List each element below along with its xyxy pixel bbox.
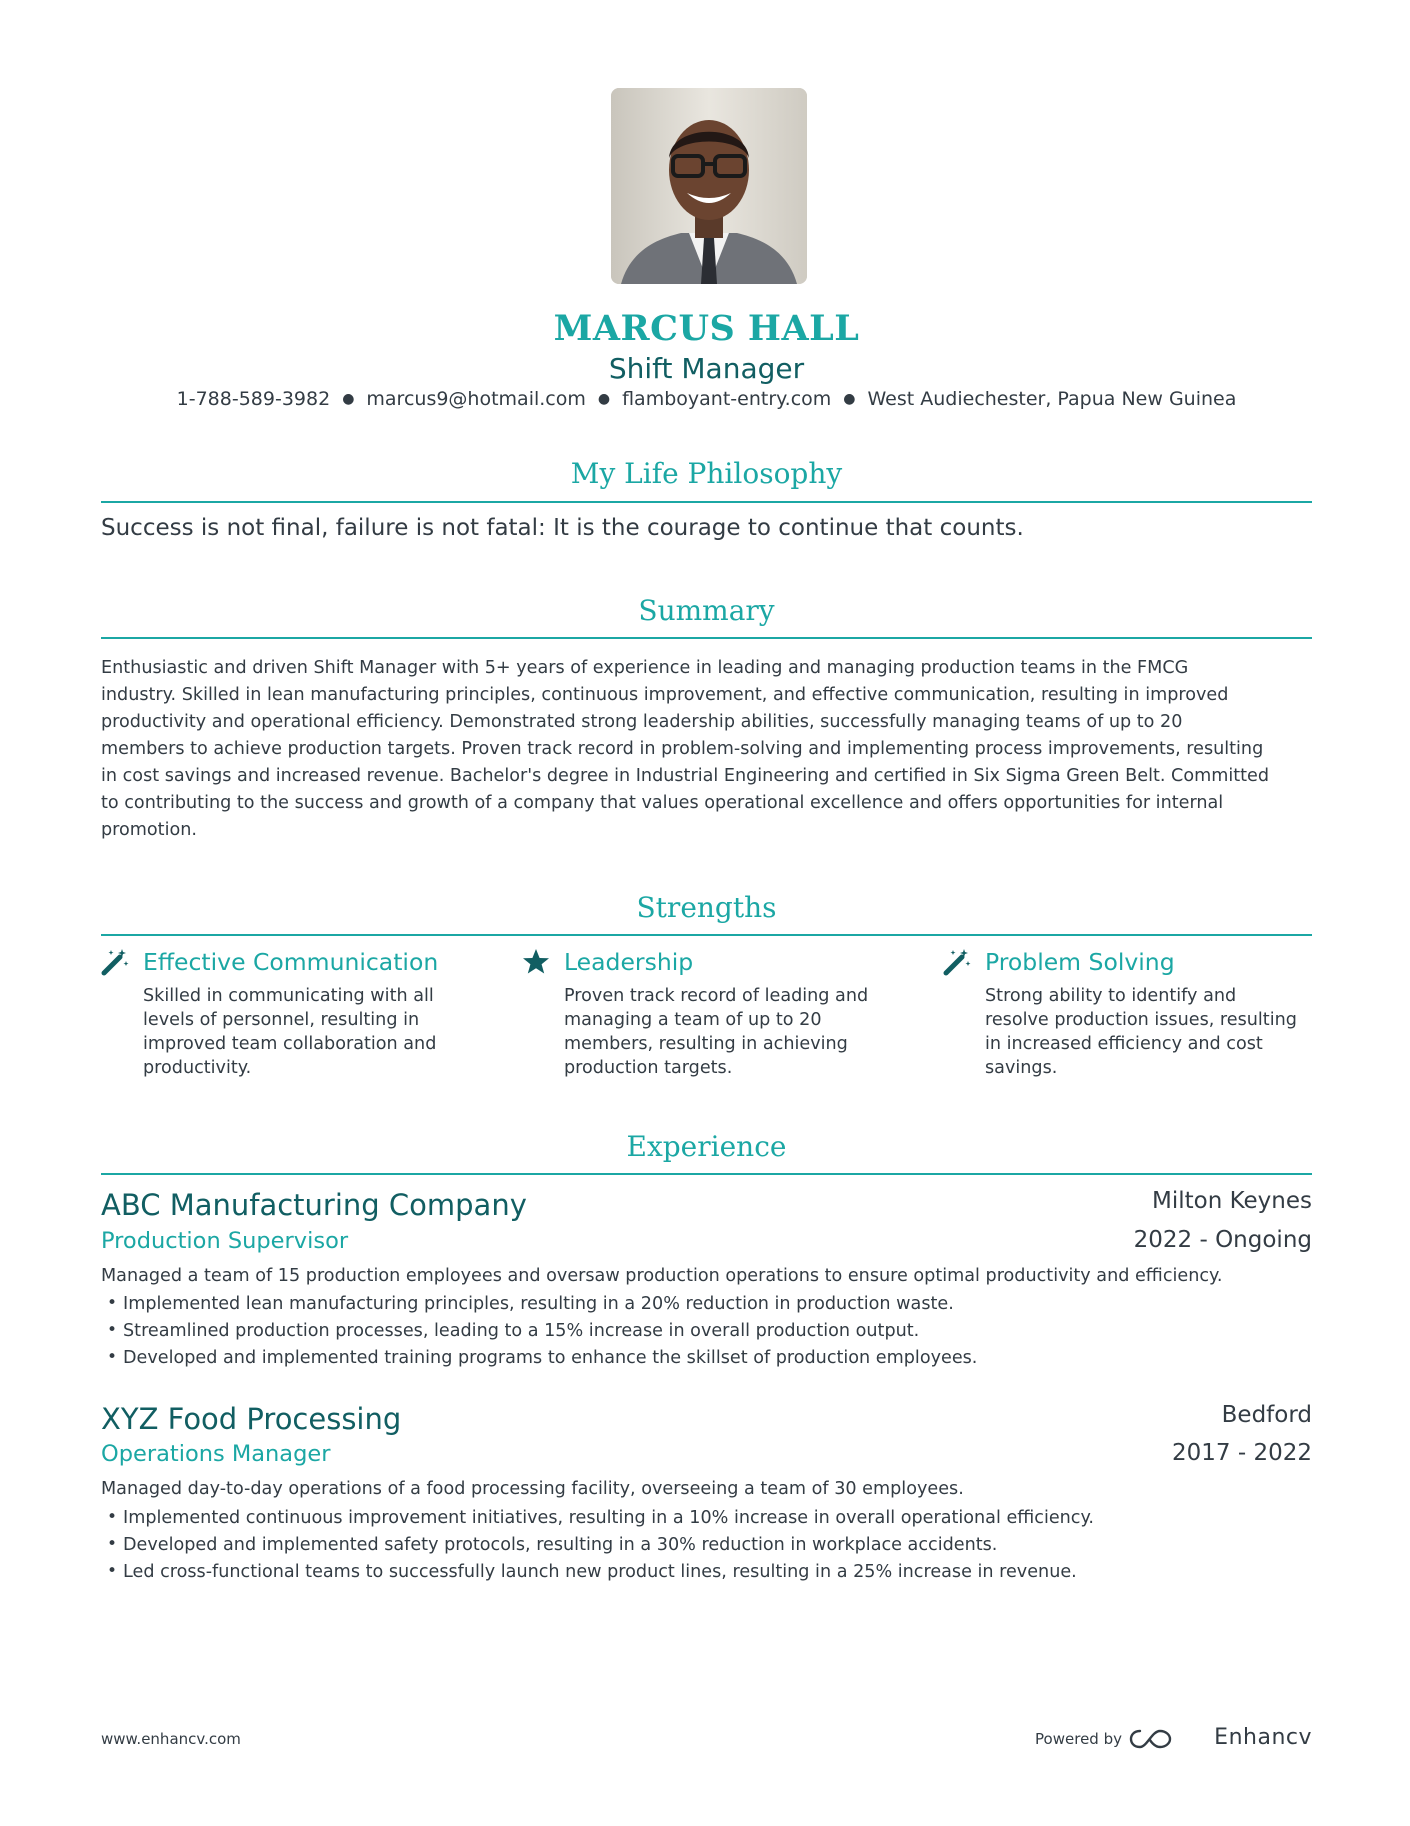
candidate-title: Shift Manager (608, 352, 805, 385)
job-location: Bedford (1221, 1402, 1312, 1428)
location: West Audiechester, Papua New Guinea (867, 388, 1237, 410)
strength-line: Proven track record of leading and (564, 986, 869, 1006)
job-dates: 2022 - Ongoing (1133, 1227, 1312, 1253)
job-company: XYZ Food Processing (101, 1402, 402, 1436)
philosophy-text: Success is not final, failure is not fatal: It is the courage to continue that counts. (101, 515, 1024, 541)
strength-description (985, 984, 1310, 1080)
list-item: • Implemented continuous improvement initiatives, resulting in a 10% increase in overall operational efficiency. (101, 1508, 1094, 1535)
portrait-image (611, 88, 807, 284)
website-link[interactable]: flamboyant-entry.com (622, 388, 832, 410)
strength-line: Skilled in communicating with all (143, 986, 434, 1006)
strength-line: production targets. (564, 1058, 733, 1078)
section-heading-summary: Summary (638, 594, 775, 627)
strength-line: levels of personnel, resulting in (143, 1010, 420, 1030)
job-bullets (101, 1508, 1094, 1589)
section-divider (101, 501, 1312, 503)
strength-description (564, 984, 889, 1080)
section-divider (101, 1173, 1312, 1175)
summary-line: productivity and operational efficiency. Demonstrated strong leadership abilities, successfully managing teams of up to 20 (101, 712, 1183, 732)
section-heading-philosophy: My Life Philosophy (570, 457, 843, 490)
list-item: • Streamlined production processes, leading to a 15% increase in overall production output. (101, 1321, 977, 1348)
strength-title: Leadership (564, 948, 694, 976)
strength-title: Problem Solving (985, 948, 1175, 976)
job-company: ABC Manufacturing Company (101, 1188, 527, 1222)
summary-line: in cost savings and increased revenue. Bachelor's degree in Industrial Engineering and certified in Six Sigma Green Belt. Committed (101, 766, 1270, 786)
summary-line: promotion. (101, 820, 197, 840)
strength-line: resolve production issues, resulting (985, 1010, 1297, 1030)
separator-dot: ● (597, 391, 611, 407)
magic-wand-icon (943, 948, 971, 976)
strength-line: in increased efficiency and cost (985, 1034, 1263, 1054)
job-role: Production Supervisor (101, 1228, 349, 1254)
strength-line: members, resulting in achieving (564, 1034, 848, 1054)
contact-line (101, 388, 1312, 410)
candidate-name: MARCUS HALL (553, 308, 860, 349)
job-location: Milton Keynes (1151, 1188, 1312, 1214)
summary-line: industry. Skilled in lean manufacturing principles, continuous improvement, and effective communication, resulting in improved (101, 685, 1229, 705)
summary-line: members to achieve production targets. Proven track record in problem-solving and implementing process improvements, resulting (101, 739, 1264, 759)
section-heading-strengths: Strengths (636, 891, 777, 924)
phone: 1-788-589-3982 (176, 388, 331, 410)
strength-description (143, 984, 468, 1080)
job-dates: 2017 - 2022 (1172, 1440, 1312, 1466)
enhancv-logo-text: Enhancv (1214, 1725, 1312, 1750)
strength-line: managing a team of up to 20 (564, 1010, 822, 1030)
job-description: Managed a team of 15 production employees and oversaw production operations to ensure optimal productivity and efficiency. (101, 1266, 1223, 1286)
strength-line: improved team collaboration and (143, 1034, 437, 1054)
footer-website-link[interactable]: www.enhancv.com (101, 1730, 241, 1748)
list-item: • Implemented lean manufacturing principles, resulting in a 20% reduction in production waste. (101, 1294, 977, 1321)
separator-dot: ● (342, 391, 355, 407)
strength-line: savings. (985, 1058, 1058, 1078)
powered-by-label: Powered by (1035, 1730, 1122, 1748)
resume-page (101, 0, 1312, 1826)
list-item: • Led cross-functional teams to successfully launch new product lines, resulting in a 25% increase in revenue. (101, 1562, 1094, 1589)
enhancv-logo-icon (1128, 1727, 1174, 1751)
email[interactable]: marcus9@hotmail.com (366, 388, 586, 410)
separator-dot: ● (843, 391, 856, 407)
strength-title: Effective Communication (143, 948, 439, 976)
section-divider (101, 637, 1312, 639)
summary-line: Enthusiastic and driven Shift Manager with 5+ years of experience in leading and managing production teams in the FMCG (101, 658, 1189, 678)
footer-branding[interactable] (992, 1725, 1312, 1753)
star-icon (522, 948, 550, 976)
list-item: • Developed and implemented safety protocols, resulting in a 30% reduction in workplace accidents. (101, 1535, 1094, 1562)
job-role: Operations Manager (101, 1441, 331, 1467)
summary-text (101, 655, 1312, 844)
section-divider (101, 934, 1312, 936)
job-description: Managed day-to-day operations of a food processing facility, overseeing a team of 30 employees. (101, 1479, 964, 1499)
profile-photo (611, 88, 807, 284)
list-item: • Developed and implemented training programs to enhance the skillset of production employees. (101, 1348, 977, 1375)
section-heading-experience: Experience (626, 1130, 787, 1163)
summary-line: to contributing to the success and growth of a company that values operational excellence and offers opportunities for internal (101, 793, 1224, 813)
strength-line: productivity. (143, 1058, 252, 1078)
magic-wand-icon (101, 948, 129, 976)
strength-line: Strong ability to identify and (985, 986, 1237, 1006)
job-bullets (101, 1294, 977, 1375)
